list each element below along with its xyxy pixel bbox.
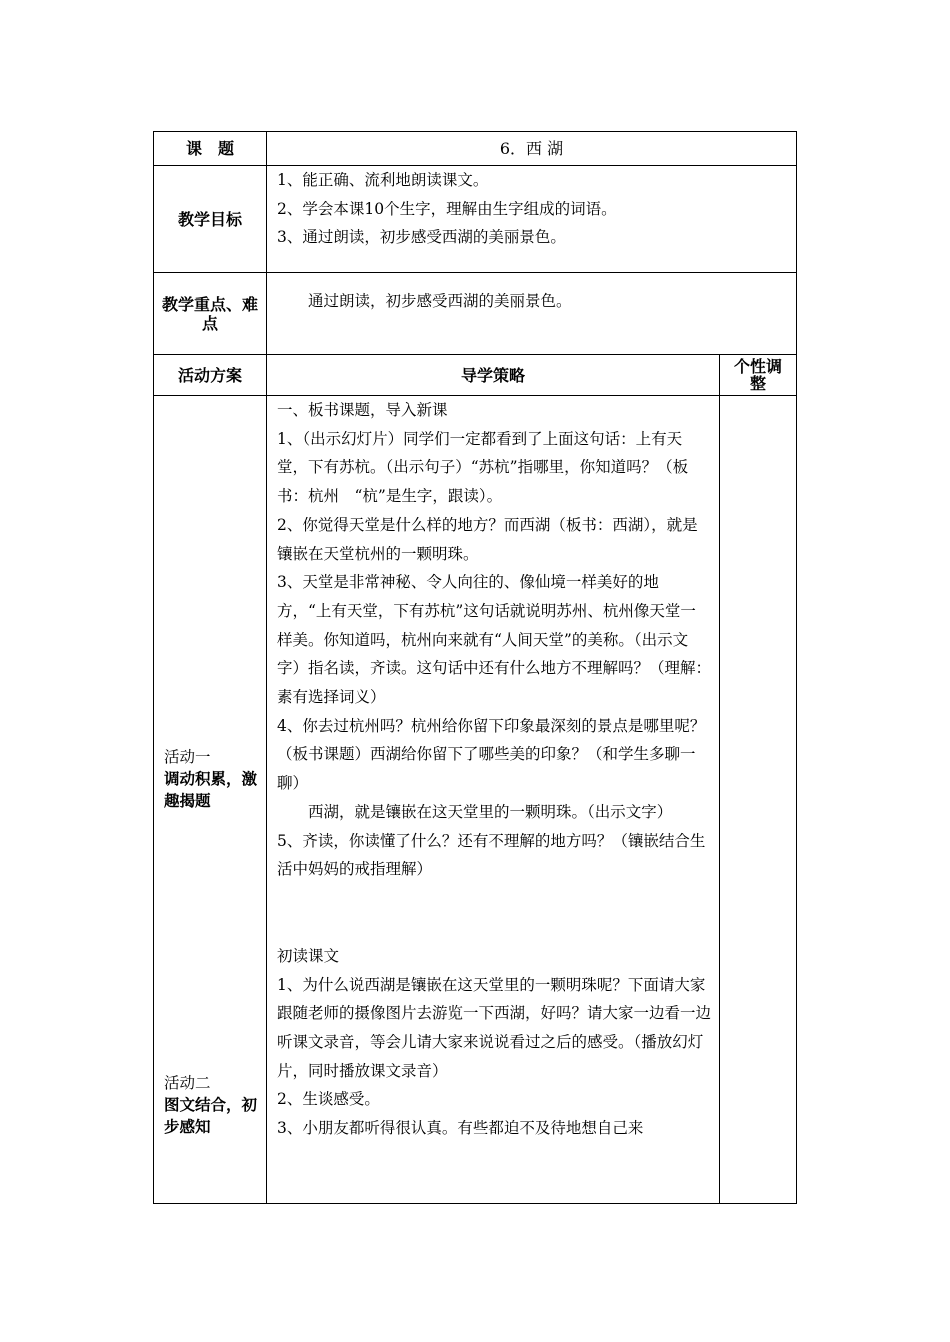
strategy-paragraph: 2、你觉得天堂是什么样的地方？而西湖（板书：西湖），就是镶嵌在天堂杭州的一颗明珠。 — [277, 515, 698, 563]
keypoints-cell — [267, 273, 797, 355]
objective-item: 2、学会本课10个生字，理解由生字组成的词语。 — [277, 199, 617, 218]
activity-one-title: 调动积累，激趣揭题 — [164, 770, 258, 810]
strategy-paragraph: 3、天堂是非常神秘、令人向往的、像仙境一样美好的地方，“上有天堂，下有苏杭”这句话就说明苏州、杭州像天堂一样美。你知道吗，杭州向来就有“人间天堂”的美称。（出示文字）指名读，齐读。这句话中还有什么地方不理解吗？（理解：素有选择词义） — [277, 573, 712, 707]
topic-label: 课 题 — [154, 132, 267, 166]
strategy-paragraph: 西湖，就是镶嵌在这天堂里的一颗明珠。（出示文字） — [308, 802, 673, 821]
topic-value: 6．西 湖 — [267, 132, 797, 166]
strategy-paragraph: 3、小朋友都听得很认真。有些都迫不及待地想自己来 — [277, 1119, 644, 1138]
topic-row — [154, 132, 797, 166]
spacer — [277, 884, 711, 942]
objective-item: 3、通过朗读，初步感受西湖的美丽景色。 — [277, 228, 566, 247]
lesson-plan-table — [153, 131, 797, 1204]
keypoints-text: 通过朗读，初步感受西湖的美丽景色。 — [308, 292, 572, 310]
activity-one-name: 活动一 — [164, 748, 211, 766]
strategy-paragraph: 5、齐读，你读懂了什么？还有不理解的地方吗？（镶嵌结合生活中妈妈的戒指理解） — [277, 831, 706, 879]
objective-item: 1、能正确、流利地朗读课文。 — [277, 171, 489, 189]
keypoints-label: 教学重点、难点 — [154, 273, 267, 355]
activity-column-header: 活动方案 — [154, 355, 267, 396]
strategy-paragraph: 1、（出示幻灯片）同学们一定都看到了上面这句话：上有天堂，下有苏杭。（出示句子）“苏杭”指哪里，你知道吗？（板书：杭州 “杭”是生字，跟读）。 — [277, 429, 689, 506]
adjust-cell — [720, 396, 797, 1204]
activity-labels-cell — [154, 396, 267, 1204]
strategy-paragraph: 1、为什么说西湖是镶嵌在这天堂里的一颗明珠呢？下面请大家跟随老师的摄像图片去游览一下西湖，好吗？请大家一边看一边听课文录音，等会儿请大家来说说看过之后的感受。（播放幻灯片，同时播放课文录音） — [277, 975, 712, 1080]
activity-two-name: 活动二 — [164, 1074, 211, 1092]
column-header-row — [154, 355, 797, 396]
objectives-cell — [267, 166, 797, 273]
adjust-column-header: 个性调整 — [720, 355, 797, 396]
strategy-paragraph: 4、你去过杭州吗？杭州给你留下印象最深刻的景点是哪里呢？（板书课题）西湖给你留下了哪些美的印象？（和学生多聊一聊） — [277, 716, 706, 793]
activities-row — [154, 396, 797, 1204]
strategy-paragraph: 初读课文 — [277, 946, 340, 965]
objectives-label: 教学目标 — [154, 166, 267, 273]
strategy-column-header: 导学策略 — [267, 355, 720, 396]
activity-two-label — [164, 1072, 262, 1138]
strategy-paragraph: 2、生谈感受。 — [277, 1090, 380, 1109]
keypoints-row — [154, 273, 797, 355]
activity-two-title: 图文结合，初步感知 — [164, 1096, 258, 1136]
strategy-paragraph: 一、板书课题，导入新课 — [277, 401, 448, 419]
strategy-cell — [267, 396, 720, 1204]
activity-one-label — [164, 746, 262, 812]
objectives-row — [154, 166, 797, 273]
